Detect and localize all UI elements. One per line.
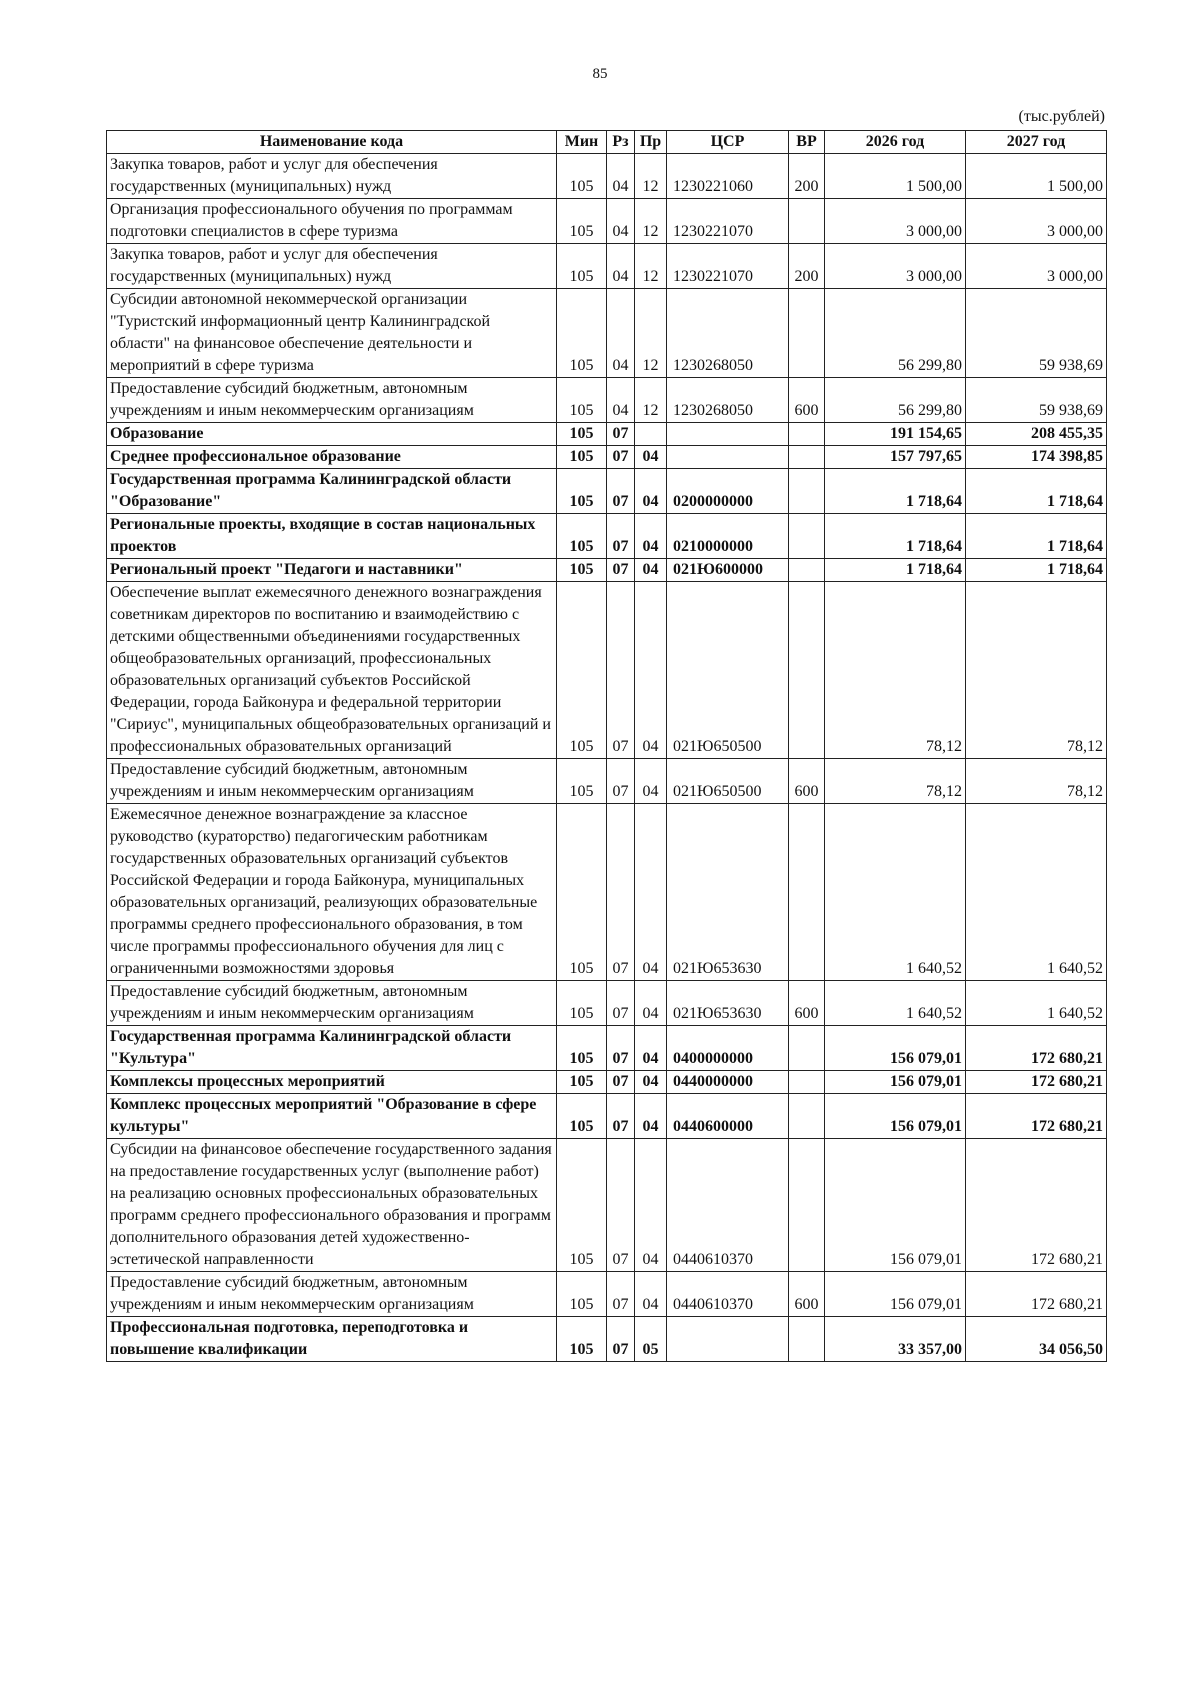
cell-min: 105 — [557, 1139, 607, 1272]
table-row — [107, 1139, 1107, 1272]
cell-2027: 172 680,21 — [966, 1071, 1107, 1094]
cell-2026: 1 640,52 — [825, 981, 966, 1026]
cell-2027: 172 680,21 — [966, 1094, 1107, 1139]
header-pr: Пр — [635, 131, 667, 154]
cell-2027: 78,12 — [966, 582, 1107, 759]
cell-csr: 021Ю650500 — [667, 582, 789, 759]
cell-2026: 1 718,64 — [825, 514, 966, 559]
cell-pr: 04 — [635, 759, 667, 804]
cell-vr: 600 — [789, 981, 825, 1026]
cell-min: 105 — [557, 199, 607, 244]
cell-name: Государственная программа Калининградской области "Образование" — [107, 469, 557, 514]
cell-2026: 156 079,01 — [825, 1272, 966, 1317]
cell-csr: 0200000000 — [667, 469, 789, 514]
cell-name: Ежемесячное денежное вознаграждение за классное руководство (кураторство) педагогическим работникам государственных образовательных организаций субъектов Российской Федерации и города Байконура, муниципальных образовательных организаций, реализующих образовательные программы среднего профессионального образования, в том числе программы профессионального обучения для лиц с ограниченными возможностями здоровья — [107, 804, 557, 981]
cell-pr: 04 — [635, 1094, 667, 1139]
cell-2026: 1 718,64 — [825, 559, 966, 582]
cell-csr — [667, 446, 789, 469]
cell-rz: 04 — [607, 199, 635, 244]
cell-rz: 07 — [607, 582, 635, 759]
cell-rz: 04 — [607, 154, 635, 199]
cell-vr: 200 — [789, 154, 825, 199]
header-2026: 2026 год — [825, 131, 966, 154]
table-row — [107, 244, 1107, 289]
cell-pr: 04 — [635, 1272, 667, 1317]
cell-pr: 12 — [635, 199, 667, 244]
cell-pr: 12 — [635, 289, 667, 378]
cell-vr — [789, 582, 825, 759]
cell-pr: 04 — [635, 469, 667, 514]
cell-csr: 0440600000 — [667, 1094, 789, 1139]
cell-min: 105 — [557, 1272, 607, 1317]
cell-rz: 07 — [607, 469, 635, 514]
cell-name: Закупка товаров, работ и услуг для обеспечения государственных (муниципальных) нужд — [107, 154, 557, 199]
cell-rz: 04 — [607, 378, 635, 423]
cell-min: 105 — [557, 1094, 607, 1139]
cell-vr — [789, 804, 825, 981]
cell-vr — [789, 1094, 825, 1139]
cell-name: Обеспечение выплат ежемесячного денежного вознаграждения советникам директоров по воспитанию и взаимодействию с детскими общественными объединениями государственных общеобразовательных организаций, профессиональных образовательных организаций субъектов Российской Федерации, города Байконура и федеральной территории "Сириус", муниципальных общеобразовательных организаций и профессиональных образовательных организаций — [107, 582, 557, 759]
cell-pr: 12 — [635, 154, 667, 199]
header-name: Наименование кода — [107, 131, 557, 154]
table-row — [107, 582, 1107, 759]
cell-csr: 1230268050 — [667, 378, 789, 423]
cell-vr — [789, 514, 825, 559]
cell-2027: 3 000,00 — [966, 199, 1107, 244]
cell-csr — [667, 423, 789, 446]
cell-name: Субсидии автономной некоммерческой организации "Туристский информационный центр Калининградской области" на финансовое обеспечение деятельности и мероприятий в сфере туризма — [107, 289, 557, 378]
cell-name: Региональный проект "Педагоги и наставники" — [107, 559, 557, 582]
cell-vr: 200 — [789, 244, 825, 289]
cell-2027: 172 680,21 — [966, 1272, 1107, 1317]
table-row — [107, 559, 1107, 582]
cell-2027: 1 718,64 — [966, 469, 1107, 514]
cell-2027: 1 640,52 — [966, 981, 1107, 1026]
cell-2027: 3 000,00 — [966, 244, 1107, 289]
cell-csr: 0210000000 — [667, 514, 789, 559]
header-vr: ВР — [789, 131, 825, 154]
table-header-row — [107, 131, 1107, 154]
cell-rz: 04 — [607, 244, 635, 289]
cell-2026: 56 299,80 — [825, 289, 966, 378]
cell-csr: 021Ю653630 — [667, 804, 789, 981]
cell-csr: 1230221060 — [667, 154, 789, 199]
cell-vr — [789, 289, 825, 378]
cell-rz: 07 — [607, 1272, 635, 1317]
cell-name: Образование — [107, 423, 557, 446]
cell-2026: 3 000,00 — [825, 244, 966, 289]
cell-2026: 56 299,80 — [825, 378, 966, 423]
cell-rz: 07 — [607, 1317, 635, 1362]
cell-name: Профессиональная подготовка, переподготовка и повышение квалификации — [107, 1317, 557, 1362]
cell-2027: 174 398,85 — [966, 446, 1107, 469]
cell-rz: 07 — [607, 1071, 635, 1094]
cell-rz: 07 — [607, 804, 635, 981]
cell-pr: 04 — [635, 514, 667, 559]
table-row — [107, 759, 1107, 804]
cell-csr: 021Ю650500 — [667, 759, 789, 804]
cell-csr: 1230221070 — [667, 199, 789, 244]
cell-name: Комплексы процессных мероприятий — [107, 1071, 557, 1094]
page-number: 85 — [592, 66, 608, 82]
cell-min: 105 — [557, 1317, 607, 1362]
cell-name: Среднее профессиональное образование — [107, 446, 557, 469]
cell-vr — [789, 1317, 825, 1362]
header-2027: 2027 год — [966, 131, 1107, 154]
table-row — [107, 1094, 1107, 1139]
cell-pr: 12 — [635, 378, 667, 423]
cell-min: 105 — [557, 378, 607, 423]
cell-csr: 0440000000 — [667, 1071, 789, 1094]
cell-vr — [789, 423, 825, 446]
cell-name: Предоставление субсидий бюджетным, автономным учреждениям и иным некоммерческим организациям — [107, 759, 557, 804]
cell-vr — [789, 1139, 825, 1272]
header-csr: ЦСР — [667, 131, 789, 154]
cell-name: Организация профессионального обучения по программам подготовки специалистов в сфере туризма — [107, 199, 557, 244]
cell-2026: 78,12 — [825, 582, 966, 759]
cell-name: Предоставление субсидий бюджетным, автономным учреждениям и иным некоммерческим организациям — [107, 378, 557, 423]
cell-2027: 34 056,50 — [966, 1317, 1107, 1362]
cell-name: Закупка товаров, работ и услуг для обеспечения государственных (муниципальных) нужд — [107, 244, 557, 289]
cell-name: Комплекс процессных мероприятий "Образование в сфере культуры" — [107, 1094, 557, 1139]
cell-min: 105 — [557, 154, 607, 199]
cell-pr: 05 — [635, 1317, 667, 1362]
cell-2026: 156 079,01 — [825, 1094, 966, 1139]
cell-vr: 600 — [789, 759, 825, 804]
cell-csr: 0440610370 — [667, 1139, 789, 1272]
cell-2026: 1 640,52 — [825, 804, 966, 981]
cell-csr: 021Ю653630 — [667, 981, 789, 1026]
cell-2026: 157 797,65 — [825, 446, 966, 469]
cell-2027: 1 718,64 — [966, 559, 1107, 582]
cell-pr: 04 — [635, 1139, 667, 1272]
cell-2026: 3 000,00 — [825, 199, 966, 244]
cell-csr: 1230268050 — [667, 289, 789, 378]
cell-vr: 600 — [789, 1272, 825, 1317]
cell-vr — [789, 559, 825, 582]
cell-name: Региональные проекты, входящие в состав национальных проектов — [107, 514, 557, 559]
cell-pr: 04 — [635, 1026, 667, 1071]
cell-rz: 07 — [607, 1026, 635, 1071]
cell-csr: 0400000000 — [667, 1026, 789, 1071]
table-row — [107, 446, 1107, 469]
cell-vr — [789, 199, 825, 244]
cell-2027: 1 500,00 — [966, 154, 1107, 199]
cell-vr — [789, 446, 825, 469]
cell-2026: 156 079,01 — [825, 1139, 966, 1272]
cell-min: 105 — [557, 981, 607, 1026]
header-rz: Рз — [607, 131, 635, 154]
cell-name: Предоставление субсидий бюджетным, автономным учреждениям и иным некоммерческим организациям — [107, 981, 557, 1026]
header-min: Мин — [557, 131, 607, 154]
cell-pr: 04 — [635, 804, 667, 981]
cell-2027: 59 938,69 — [966, 378, 1107, 423]
cell-pr: 04 — [635, 981, 667, 1026]
cell-pr — [635, 423, 667, 446]
budget-table — [106, 130, 1107, 1362]
cell-2026: 1 500,00 — [825, 154, 966, 199]
table-row — [107, 469, 1107, 514]
cell-vr — [789, 1071, 825, 1094]
cell-rz: 07 — [607, 423, 635, 446]
cell-rz: 07 — [607, 759, 635, 804]
cell-2026: 78,12 — [825, 759, 966, 804]
table-row — [107, 1071, 1107, 1094]
cell-min: 105 — [557, 1026, 607, 1071]
cell-csr: 021Ю600000 — [667, 559, 789, 582]
cell-rz: 07 — [607, 514, 635, 559]
table-row — [107, 378, 1107, 423]
units-label: (тыс.рублей) — [1018, 108, 1105, 125]
cell-min: 105 — [557, 289, 607, 378]
cell-min: 105 — [557, 244, 607, 289]
cell-name: Предоставление субсидий бюджетным, автономным учреждениям и иным некоммерческим организациям — [107, 1272, 557, 1317]
table-row — [107, 981, 1107, 1026]
cell-rz: 07 — [607, 446, 635, 469]
cell-2027: 78,12 — [966, 759, 1107, 804]
cell-csr: 0440610370 — [667, 1272, 789, 1317]
table-row — [107, 1272, 1107, 1317]
cell-pr: 04 — [635, 582, 667, 759]
cell-pr: 04 — [635, 1071, 667, 1094]
cell-2026: 33 357,00 — [825, 1317, 966, 1362]
cell-csr — [667, 1317, 789, 1362]
cell-rz: 07 — [607, 559, 635, 582]
cell-vr: 600 — [789, 378, 825, 423]
table-row — [107, 1026, 1107, 1071]
cell-min: 105 — [557, 582, 607, 759]
table-row — [107, 1317, 1107, 1362]
table-row — [107, 514, 1107, 559]
cell-2026: 156 079,01 — [825, 1071, 966, 1094]
cell-2027: 59 938,69 — [966, 289, 1107, 378]
cell-name: Субсидии на финансовое обеспечение государственного задания на предоставление государственных услуг (выполнение работ) на реализацию основных профессиональных образовательных программ среднего профессионального образования и программ дополнительного образования детей художественно-эстетической направленности — [107, 1139, 557, 1272]
cell-2027: 1 640,52 — [966, 804, 1107, 981]
cell-2027: 208 455,35 — [966, 423, 1107, 446]
cell-2026: 1 718,64 — [825, 469, 966, 514]
cell-2027: 1 718,64 — [966, 514, 1107, 559]
table-row — [107, 154, 1107, 199]
cell-vr — [789, 469, 825, 514]
cell-rz: 07 — [607, 1094, 635, 1139]
cell-rz: 04 — [607, 289, 635, 378]
cell-2027: 172 680,21 — [966, 1026, 1107, 1071]
cell-min: 105 — [557, 1071, 607, 1094]
cell-2026: 191 154,65 — [825, 423, 966, 446]
cell-min: 105 — [557, 469, 607, 514]
cell-min: 105 — [557, 559, 607, 582]
cell-min: 105 — [557, 759, 607, 804]
cell-2027: 172 680,21 — [966, 1139, 1107, 1272]
cell-name: Государственная программа Калининградской области "Культура" — [107, 1026, 557, 1071]
cell-rz: 07 — [607, 1139, 635, 1272]
cell-min: 105 — [557, 514, 607, 559]
cell-min: 105 — [557, 423, 607, 446]
cell-pr: 04 — [635, 559, 667, 582]
table-row — [107, 199, 1107, 244]
cell-csr: 1230221070 — [667, 244, 789, 289]
table-row — [107, 423, 1107, 446]
cell-min: 105 — [557, 446, 607, 469]
cell-min: 105 — [557, 804, 607, 981]
table-row — [107, 289, 1107, 378]
cell-vr — [789, 1026, 825, 1071]
cell-pr: 04 — [635, 446, 667, 469]
cell-rz: 07 — [607, 981, 635, 1026]
table-row — [107, 804, 1107, 981]
cell-2026: 156 079,01 — [825, 1026, 966, 1071]
cell-pr: 12 — [635, 244, 667, 289]
